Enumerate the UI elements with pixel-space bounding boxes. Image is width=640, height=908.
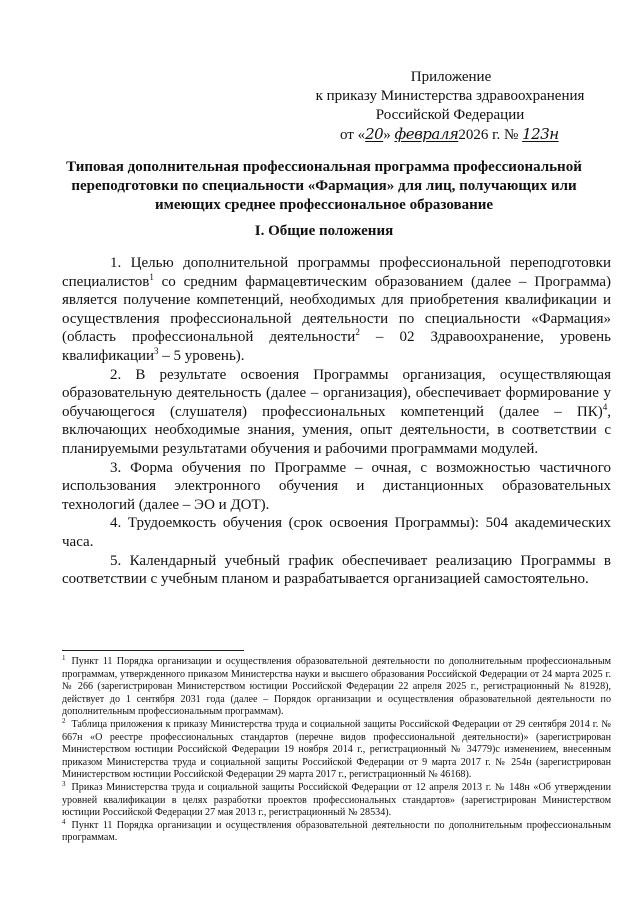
- footnote-2: [62, 716, 611, 782]
- appendix-date-line: [300, 125, 600, 145]
- date-sep: »: [383, 127, 391, 143]
- paragraph-3: 3. Форма обучения по Программе – очная, с возможностью частичного использования электронного обучения и дистанционных образовательных технологий (далее – ЭО и ДОТ).: [62, 459, 611, 513]
- paragraph-1-text-b: со средним фармацевтическим образованием (далее – Программа) является получение компетенций, необходимых для приобретения квалификации и осуществления профессиональной деятельности по специальности «Фармация» (область профессиональной деятельности: [62, 273, 611, 346]
- date-year: 2026 г. №: [458, 127, 519, 143]
- footnote-text: Приказ Министерства труда и социальной защиты Российской Федерации от 12 апреля 2013 г. № 148н «Об утверждении уровней квалификации в целях разработки проектов профессиональных стандартов» (зарегистрирован Министерством юстиции Российской Федерации 27 мая 2013 г., регистрационный № 28534).: [62, 781, 611, 819]
- appendix-order-ref: к приказу Министерства здравоохранения: [315, 88, 585, 104]
- document-title: Типовая дополнительная профессиональная программа профессиональной переподготовки по специальности «Фармация» для лиц, получающих или имеющих среднее профессиональное образование: [66, 159, 582, 213]
- footnote-4: [62, 817, 611, 845]
- footnote-ref-3: 3: [154, 345, 159, 356]
- paragraph-5: 5. Календарный учебный график обеспечивает реализацию Программы в соответствии с учебным планом и разрабатывается организацией самостоятельно.: [62, 552, 611, 588]
- footnote-ref-2: 2: [355, 327, 360, 338]
- footnote-text: Таблица приложения к приказу Министерства труда и социальной защиты Российской Федерации от 29 сентября 2014 г. № 667н «О реестре профессиональных стандартов (перечне видов профессиональной деятельности)» (зарегистрирован Министерством юстиции Российской Федерации 19 ноября 2014 г., регистрационный № 34779)с изменением, внесенным приказом Министерства труда и социальной защиты Российской Федерации от 9 марта 2017 г. № 254н (зарегистрирован Министерством юстиции Российской Федерации 29 марта 2017 г., регистрационный № 46168).: [62, 718, 611, 781]
- paragraph-2-text-a: 2. В результате освоения Программы организация, осуществляющая образовательную деятельность (далее – организация), обеспечивает формирование у обучающегося (слушателя) профессиональных компетенций (далее – ПК): [62, 366, 611, 420]
- footnote-separator: [62, 650, 244, 651]
- footnote-1: [62, 656, 611, 719]
- footnote-text: Пункт 11 Порядка организации и осуществления образовательной деятельности по дополнительным профессиональным программам.: [62, 819, 611, 844]
- paragraph-4: 4. Трудоемкость обучения (срок освоения Программы): 504 академических часа.: [62, 515, 611, 550]
- date-prefix: от «: [340, 127, 366, 143]
- document-body: [62, 254, 611, 589]
- footnote-ref-1: 1: [149, 271, 154, 282]
- footnote-mark: 1: [62, 654, 66, 662]
- footnote-3: [62, 779, 611, 820]
- footnote-ref-4: 4: [602, 401, 608, 412]
- paragraph-1: [62, 254, 611, 366]
- footnote-text: Пункт 11 Порядка организации и осуществления образовательной деятельности по дополнительным профессиональным программам, утвержденного приказом Министерства науки и высшего образования Российской Федерации от 24 марта 2025 г. № 266 (зарегистрирован Министерством юстиции Российской Федерации 22 апреля 2025 г., регистрационный № 81928), действует до 1 сентября 2031 года (далее – Порядок организации и осуществления образовательной деятельности по дополнительным профессиональным программам).: [62, 656, 611, 718]
- date-day-handwritten: 20: [365, 125, 384, 143]
- footnote-mark: 4: [62, 817, 66, 826]
- appendix-label: Приложение: [410, 69, 492, 85]
- footnotes: [62, 656, 611, 845]
- paragraph-2-text-b: , включающих необходимые знания, умения, опыт деятельности, в соответствии с планируемыми результатами обучения и рабочими программами модулей.: [62, 403, 611, 457]
- paragraph-1-text-c: – 02 Здравоохранение, уровень квалификации: [62, 329, 611, 364]
- paragraph-1-text-d: – 5 уровень).: [158, 347, 245, 364]
- order-number-handwritten: 123н: [522, 125, 559, 143]
- paragraph-2: [62, 366, 611, 459]
- date-month-handwritten: февраля: [394, 125, 459, 143]
- appendix-country: Российской Федерации: [375, 107, 525, 123]
- paragraph-1-text-a: 1. Целью дополнительной программы профессиональной переподготовки специалистов: [62, 255, 611, 290]
- section-heading: I. Общие положения: [254, 223, 394, 239]
- footnote-mark: 2: [62, 716, 66, 725]
- appendix-header: [300, 68, 600, 145]
- footnote-mark: 3: [62, 779, 66, 788]
